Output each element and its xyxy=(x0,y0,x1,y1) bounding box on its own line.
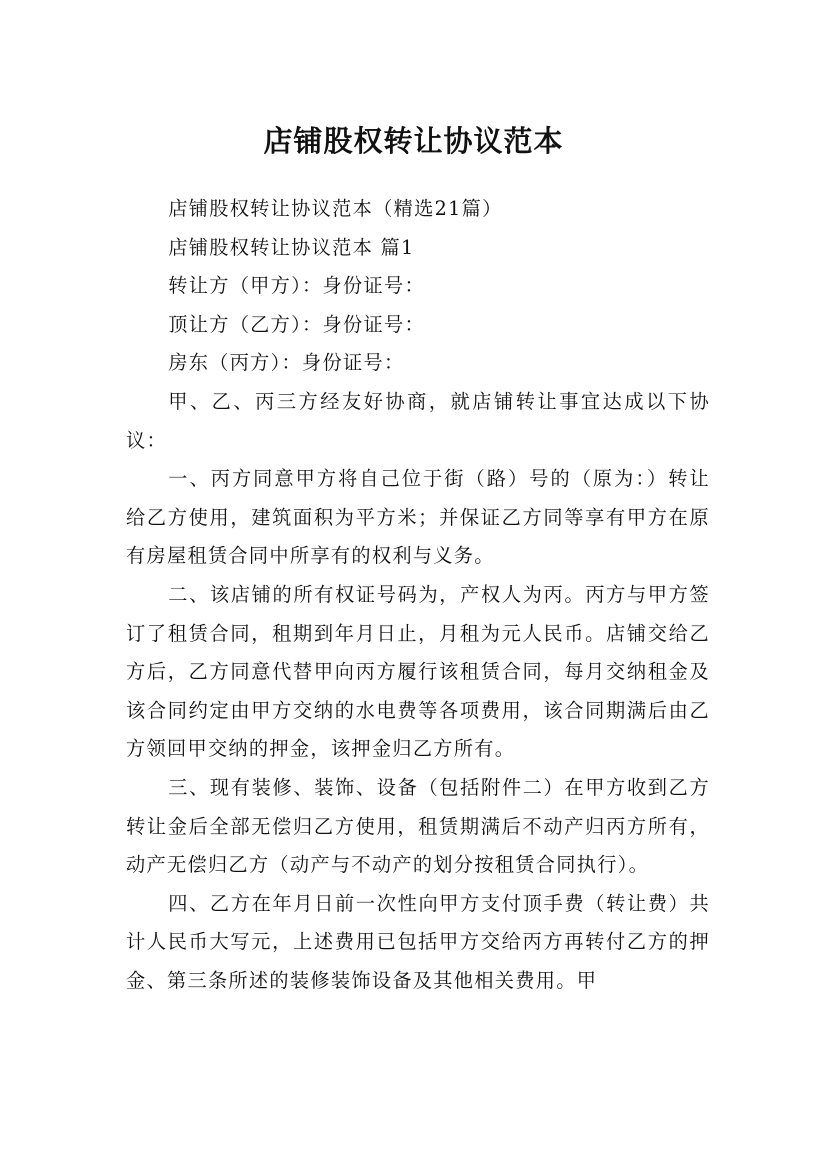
paragraph-clause-3: 三、现有装修、装饰、设备（包括附件二）在甲方收到乙方转让金后全部无偿归乙方使用，租赁期满后不动产归丙方所有，动产无偿归乙方（动产与不动产的划分按租赁合同执行）。 xyxy=(126,775,710,877)
paragraph-subtitle: 店铺股权转让协议范本（精选21篇） xyxy=(168,197,503,220)
document-body xyxy=(126,190,710,1000)
paragraph-section-heading: 店铺股权转让协议范本 篇1 xyxy=(168,235,415,259)
document-title: 店铺股权转让协议范本 xyxy=(263,124,564,159)
paragraph-clause-1: 一、丙方同意甲方将自己位于街（路）号的（原为：）转让给乙方使用，建筑面积为平方米；并保证乙方同等享有甲方在原有房屋租赁合同中所享有的权利与义务。 xyxy=(126,467,710,568)
paragraph-clause-2: 二、该店铺的所有权证号码为，产权人为丙。丙方与甲方签订了租赁合同，租期到年月日止，月租为元人民币。店铺交给乙方后，乙方同意代替甲向丙方履行该租赁合同，每月交纳租金及该合同约定由甲方交纳的水电费等各项费用，该合同期满后由乙方领回甲交纳的押金，该押金归乙方所有。 xyxy=(126,582,710,761)
paragraph-party-b: 顶让方（乙方）：身份证号： xyxy=(168,312,425,336)
paragraph-party-a: 转让方（甲方）：身份证号： xyxy=(168,274,425,298)
paragraph-clause-4: 四、乙方在年月日前一次性向甲方支付顶手费（转让费）共计人民币大写元，上述费用已包括甲方交给丙方再转付乙方的押金、第三条所述的装修装饰设备及其他相关费用。甲 xyxy=(126,891,710,992)
paragraph-preamble: 甲、乙、丙三方经友好协商，就店铺转让事宜达成以下协议： xyxy=(126,389,710,452)
paragraph-party-c: 房东（丙方）：身份证号： xyxy=(168,351,405,375)
